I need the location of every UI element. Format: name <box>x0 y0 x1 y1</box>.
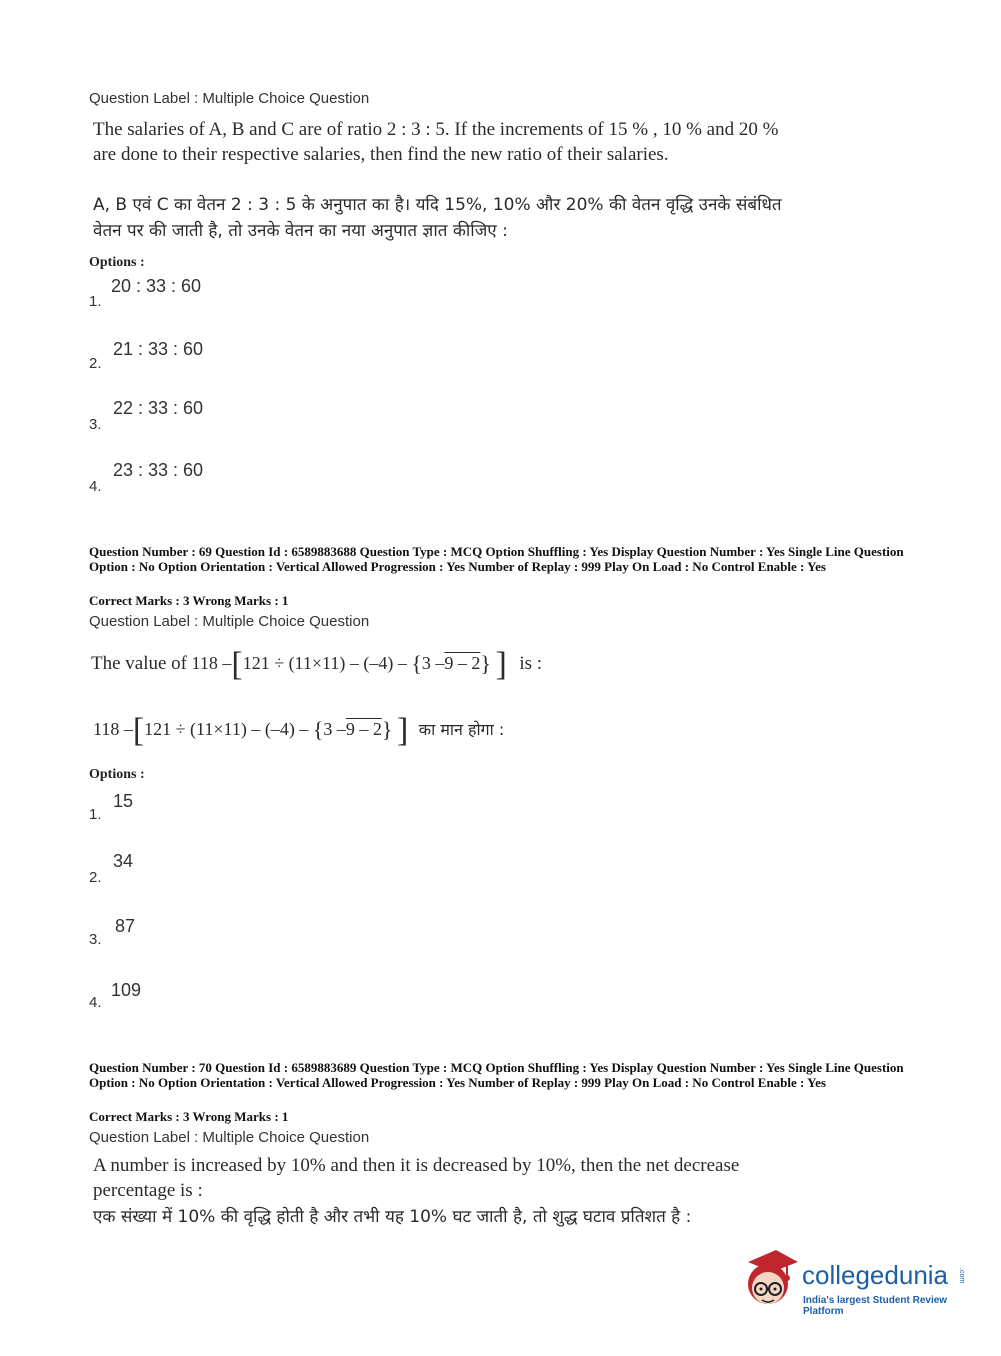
brace-close: } <box>480 651 491 676</box>
question-meta: Question Number : 70 Question Id : 6589883689 Question Type : MCQ Option Shuffling : Yes Display Question Number : Yes Single Line Question Option : No Option Orientation : Vertical Allowed Progression : Yes Number of Replay : 999 Play On Load : No Control Enable : Yes <box>89 1060 904 1090</box>
expr-prefix: The value of <box>91 653 188 674</box>
option-number: 2. <box>89 869 102 886</box>
expr-c: 3 – <box>323 719 346 739</box>
option-value[interactable]: 20 : 33 : 60 <box>111 276 202 296</box>
option-value[interactable]: 21 : 33 : 60 <box>113 339 204 359</box>
option-value[interactable]: 22 : 33 : 60 <box>113 398 204 418</box>
bracket-close: ] <box>495 646 507 683</box>
option-number: 3. <box>89 931 102 948</box>
question-expression-english <box>91 648 542 682</box>
option-number: 4. <box>89 994 102 1011</box>
option-value[interactable]: 87 <box>115 916 136 936</box>
logo-tagline: India's largest Student Review Platform <box>803 1295 948 1317</box>
question-label: Question Label : Multiple Choice Question <box>89 1129 370 1146</box>
options-title: Options : <box>89 767 145 782</box>
question-marks: Correct Marks : 3 Wrong Marks : 1 <box>89 1109 289 1124</box>
question-text-hindi: एक संख्या में 10% की वृद्धि होती है और तभी यह 10% घट जाती है, तो शुद्ध घटाव प्रतिशत है : <box>93 1207 692 1227</box>
question-label: Question Label : Multiple Choice Question <box>89 613 370 630</box>
question-expression-hindi <box>93 714 504 748</box>
expr-a: 118 – <box>93 719 133 739</box>
question-meta: Question Number : 69 Question Id : 6589883688 Question Type : MCQ Option Shuffling : Yes Display Question Number : Yes Single Line Question Option : No Option Orientation : Vertical Allowed Progression : Yes Number of Replay : 999 Play On Load : No Control Enable : Yes <box>89 544 904 574</box>
option-value[interactable]: 109 <box>111 980 142 1000</box>
question-text-english: The salaries of A, B and C are of ratio 2 : 3 : 5. If the increments of 15 % , 10 % and 20 % are done to their respective salaries, then find the new ratio of their salaries. <box>93 119 779 165</box>
expr-b: 121 ÷ (11×11) – (–4) – <box>242 653 407 673</box>
option-value[interactable]: 34 <box>113 851 134 871</box>
brace-open: { <box>411 651 422 676</box>
question-text-hindi: A, B एवं C का वेतन 2 : 3 : 5 के अनुपात का है। यदि 15%, 10% और 20% की वेतन वृद्धि उनके संबंधित वेतन पर की जाती है, तो उनके वेतन का नया अनुपात ज्ञात कीजिए : <box>93 195 782 241</box>
mascot-icon <box>742 1248 800 1310</box>
expr-b: 121 ÷ (11×11) – (–4) – <box>144 719 309 739</box>
question-marks: Correct Marks : 3 Wrong Marks : 1 <box>89 593 289 608</box>
option-number: 3. <box>89 416 102 433</box>
option-number: 1. <box>89 806 102 823</box>
collegedunia-logo[interactable] <box>742 1248 972 1317</box>
question-text-english: A number is increased by 10% and then it is decreased by 10%, then the net decrease percentage is : <box>93 1155 740 1201</box>
expr-suffix: is : <box>519 653 543 674</box>
brace-open: { <box>312 717 324 742</box>
expr-d: 9 – 2 <box>444 653 481 673</box>
logo-domain: .com <box>958 1268 965 1284</box>
option-number: 2. <box>89 355 102 372</box>
options-title: Options : <box>89 255 145 270</box>
expr-suffix-hindi: का मान होगा : <box>418 720 505 739</box>
logo-name: collegedunia <box>802 1260 949 1290</box>
question-label: Question Label : Multiple Choice Question <box>89 90 370 107</box>
expr-d: 9 – 2 <box>345 719 382 739</box>
option-number: 1. <box>89 293 102 310</box>
bracket-open: [ <box>132 712 145 749</box>
expr-c: 3 – <box>421 653 445 673</box>
bracket-close: ] <box>396 712 409 749</box>
bracket-open: [ <box>231 646 243 683</box>
expr-a: 118 – <box>191 653 232 673</box>
option-value[interactable]: 23 : 33 : 60 <box>113 460 204 480</box>
brace-close: } <box>381 717 393 742</box>
option-value[interactable]: 15 <box>113 791 134 811</box>
option-number: 4. <box>89 478 102 495</box>
